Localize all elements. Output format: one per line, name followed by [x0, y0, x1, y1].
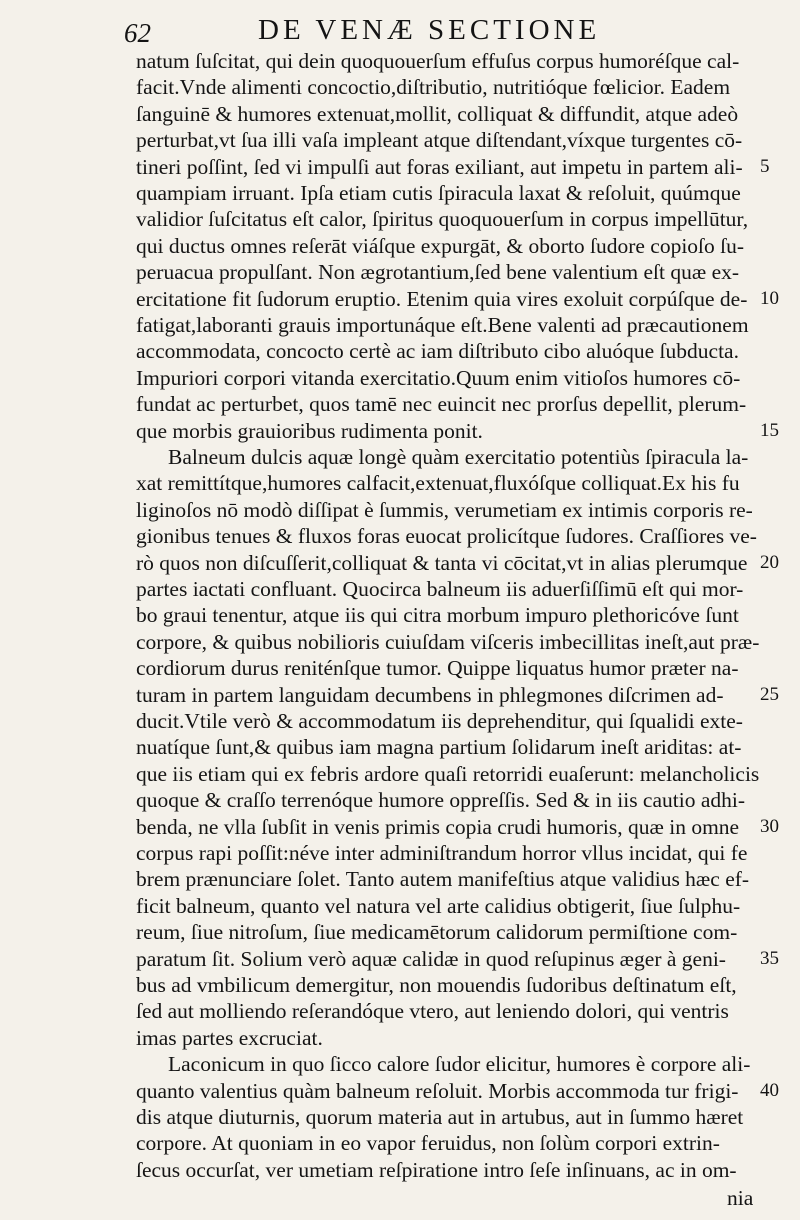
text-line: quoque & craſſo terrenóque humore oppreſſis. Sed & in iis cautio adhi-: [136, 788, 746, 813]
line-number: 35: [760, 947, 779, 969]
text-line: ſanguinē & humores extenuat,mollit, colliquat & diffundit, atque adeò: [136, 101, 739, 126]
text-line: ſecus occurſat, ver umetiam reſpiratione intro ſeſe inſinuans, ac in om-: [136, 1157, 737, 1182]
page-number: 62: [124, 18, 151, 48]
text-line: quanto valentius quàm balneum reſoluit. Morbis accommoda tur frigi-: [136, 1078, 739, 1103]
text-line: ficit balneum, quanto vel natura vel arte calidius obtigerit, ſiue ſulphu-: [136, 893, 741, 918]
line-number: 5: [760, 155, 770, 177]
text-line: peruacua propulſant. Non ægrotantium,ſed bene valentium eſt quæ ex-: [136, 260, 740, 285]
line-number: 30: [760, 815, 779, 837]
text-line: bus ad vmbilicum demergitur, non mouendis ſudoribus deſtinatum eſt,: [136, 973, 737, 997]
text-line: imas partes excruciat.: [136, 1025, 323, 1050]
text-line: que iis etiam qui ex febris ardore quaſi retorridi euaſerunt: melancholicis: [136, 761, 760, 786]
running-head: [0, 14, 800, 50]
text-line: xat remittítque,humores calfacit,extenuat,fluxóſque colliquat.Ex his fu: [136, 471, 740, 496]
page-title: DE VENÆ SECTIONE: [258, 14, 601, 46]
text-line: ducit.Vtile verò & accommodatum iis deprehenditur, qui ſqualidi exte-: [136, 709, 743, 733]
line-number: 25: [760, 683, 779, 705]
text-line: rò quos non diſcuſſerit,colliquat & tanta vi cōcitat,vt in alias plerumque: [136, 550, 748, 575]
line-number: 40: [760, 1079, 779, 1101]
text-line: reum, ſiue nitroſum, ſiue medicamētorum calidorum permiſtione com-: [136, 920, 738, 945]
text-line: ercitatione fit ſudorum eruptio. Etenim quia vires exoluit corpúſque de-: [136, 286, 748, 311]
text-line: accommodata, concocto certè ac iam diſtributo cibo aluóque ſubducta.: [136, 339, 739, 364]
text-line: gionibus tenues & fluxos foras euocat prolicítque ſudores. Craſſiores ve-: [136, 524, 757, 549]
text-line: validior ſuſcitatus eſt calor, ſpiritus quoquouerſum in corpus impellūtur,: [136, 207, 749, 232]
text-line: paratum ſit. Solium verò aquæ calidæ in quod reſupinus æger à geni-: [136, 946, 726, 971]
text-line: bo graui tenentur, atque iis qui citra morbum impuro plethoricóve ſunt: [136, 603, 739, 628]
text-line: cordiorum durus reniténſque tumor. Quippe liquatus humor præter na-: [136, 656, 739, 681]
text-line: dis atque diuturnis, quorum materia aut in artubus, aut in ſummo hæret: [136, 1105, 744, 1129]
text-line: corpore. At quoniam in eo vapor feruidus, non ſolùm corpori extrin-: [136, 1131, 720, 1156]
text-line: facit.Vnde alimenti concoctio,diſtributio, nutritióque fœlicior. Eadem: [136, 75, 731, 100]
catchword: nia: [727, 1186, 754, 1211]
line-number: 15: [760, 419, 779, 441]
text-line: corpore, & quibus nobilioris cuiuſdam viſceris imbecillitas ineſt,aut præ-: [136, 629, 760, 654]
text-line: qui ductus omnes reſerāt viáſque expurgāt, & oborto ſudore copioſo ſu-: [136, 233, 745, 258]
text-line: ſed aut molliendo reſerandóque vtero, aut leniendo dolori, qui ventris: [136, 999, 729, 1024]
text-line: natum ſuſcitat, qui dein quoquouerſum effuſus corpus humoréſque cal-: [136, 49, 740, 73]
line-number: 10: [760, 287, 779, 309]
text-line: quampiam irruant. Ipſa etiam cutis ſpiracula laxat & reſoluit, quúmque: [136, 181, 741, 205]
text-line: fatigat,laboranti grauis importunáque eſt.Bene valenti ad præcautionem: [136, 313, 749, 337]
text-line: brem prænunciare ſolet. Tanto autem manifeſtius atque validius hæc ef-: [136, 867, 750, 892]
text-line: nuatíque ſunt,& quibus iam magna partium ſolidarum ineſt ariditas: at-: [136, 735, 742, 760]
text-line: que morbis grauioribus rudimenta ponit.: [136, 418, 483, 443]
text-line: tineri poſſint, ſed vi impulſi aut foras exiliant, aut impetu in partem ali-: [136, 154, 743, 179]
text-line: corpus rapi poſſit:néve inter adminiſtrandum horror vllus incidat, qui fe: [136, 841, 748, 865]
text-line: partes iactati confluant. Quocirca balneum iis aduerſiſſimū eſt qui mor-: [136, 577, 744, 601]
paragraph-start-line: Balneum dulcis aquæ longè quàm exercitatio potentiùs ſpiracula la-: [168, 445, 749, 469]
text-line: Impuriori corpori vitanda exercitatio.Quum enim vitioſos humores cō-: [136, 365, 741, 390]
line-number: 20: [760, 551, 779, 573]
text-line: fundat ac perturbet, quos tamē nec euincit nec prorſus depellit, plerum-: [136, 392, 747, 417]
paragraph-start-line: Laconicum in quo ſicco calore ſudor elicitur, humores è corpore ali-: [168, 1052, 751, 1077]
text-line: benda, ne vlla ſubſit in venis primis copia crudi humoris, quæ in omne: [136, 814, 740, 839]
text-line: liginoſos nō modò diſſipat è ſummis, verumetiam ex intimis corporis re-: [136, 497, 753, 522]
text-line: perturbat,vt ſua illi vaſa impleant atque diſtendant,víxque turgentes cō-: [136, 128, 743, 153]
text-line: turam in partem languidam decumbens in phlegmones diſcrimen ad-: [136, 682, 724, 707]
